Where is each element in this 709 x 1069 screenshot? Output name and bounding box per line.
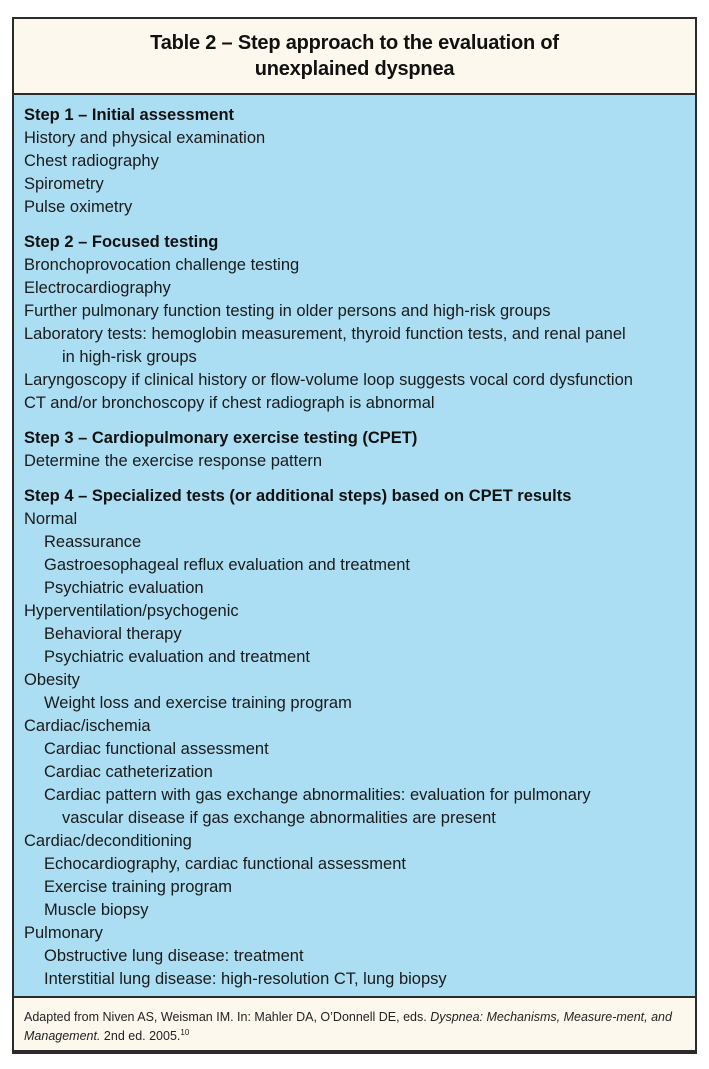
step-4-group-label: Normal: [24, 510, 78, 528]
step-4-group-item: Obstructive lung disease: treatment: [44, 947, 304, 965]
footnote-suffix: 2nd ed. 2005.: [100, 1029, 181, 1043]
table-body: [14, 93, 695, 996]
step-2-item: Bronchoprovocation challenge testing: [24, 256, 300, 274]
step-4-group-label: Cardiac/deconditioning: [24, 832, 192, 850]
table-title: [14, 19, 695, 95]
step-2-item: Laryngoscopy if clinical history or flow-volume loop suggests vocal cord dysfunction: [24, 371, 633, 389]
step-3-heading: Step 3 – Cardiopulmonary exercise testing (CPET): [24, 429, 418, 447]
footnote-prefix: Adapted from Niven AS, Weisman IM. In: Mahler DA, O’Donnell DE, eds.: [24, 1010, 431, 1024]
bottom-rule: [14, 1050, 695, 1054]
step-2-heading: Step 2 – Focused testing: [24, 233, 219, 251]
step-4-group-item: Psychiatric evaluation: [44, 579, 204, 597]
step-3-item: Determine the exercise response pattern: [24, 452, 323, 470]
step-4-group-item: Muscle biopsy: [44, 901, 149, 919]
table-title-line-1: Table 2 – Step approach to the evaluation of: [150, 32, 559, 54]
footnote-book-title: Dyspnea: Mechanisms, Measure-ment, and Management.: [24, 1010, 672, 1043]
footnote-text: [24, 1008, 683, 1046]
step-2-item: Electrocardiography: [24, 279, 171, 297]
step-4-group-item: Cardiac catheterization: [44, 763, 213, 781]
step-4-group-label: Hyperventilation/psychogenic: [24, 602, 239, 620]
step-4-group-item: Reassurance: [44, 533, 142, 551]
step-1-heading: Step 1 – Initial assessment: [24, 106, 235, 124]
table-title-line-2: unexplained dyspnea: [254, 58, 455, 80]
step-4-group-item: Weight loss and exercise training program: [44, 694, 352, 712]
step-4-group-label: Obesity: [24, 671, 80, 689]
step-1-item: Pulse oximetry: [24, 198, 133, 216]
step-2-item: CT and/or bronchoscopy if chest radiograph is abnormal: [24, 394, 435, 412]
step-4-group-item: Cardiac functional assessment: [44, 740, 269, 758]
step-4-group-item-continuation: vascular disease if gas exchange abnormalities are present: [62, 809, 496, 827]
step-1-item: Spirometry: [24, 175, 104, 193]
step-1-item: History and physical examination: [24, 129, 266, 147]
step-1-item: Chest radiography: [24, 152, 159, 170]
step-2-item-continuation: in high-risk groups: [62, 348, 197, 366]
table-footnote: [14, 996, 695, 1054]
step-4-group-item: Exercise training program: [44, 878, 232, 896]
step-4-group-item: Psychiatric evaluation and treatment: [44, 648, 310, 666]
step-2-item: Further pulmonary function testing in older persons and high-risk groups: [24, 302, 551, 320]
step-2-item: Laboratory tests: hemoglobin measurement, thyroid function tests, and renal panel: [24, 325, 626, 343]
step-4-group-item: Interstitial lung disease: high-resolution CT, lung biopsy: [44, 970, 447, 988]
step-4-group-item: Behavioral therapy: [44, 625, 182, 643]
footnote-reference: 10: [180, 1027, 190, 1037]
step-4-group-item: Cardiac pattern with gas exchange abnormalities: evaluation for pulmonary: [44, 786, 591, 804]
step-4-group-item: Echocardiography, cardiac functional assessment: [44, 855, 406, 873]
step-4-group-label: Pulmonary: [24, 924, 103, 942]
step-4-group-item: Gastroesophageal reflux evaluation and treatment: [44, 556, 410, 574]
step-4-heading: Step 4 – Specialized tests (or additional steps) based on CPET results: [24, 487, 572, 505]
step-4-group-label: Cardiac/ischemia: [24, 717, 151, 735]
table-2: [12, 17, 697, 1054]
